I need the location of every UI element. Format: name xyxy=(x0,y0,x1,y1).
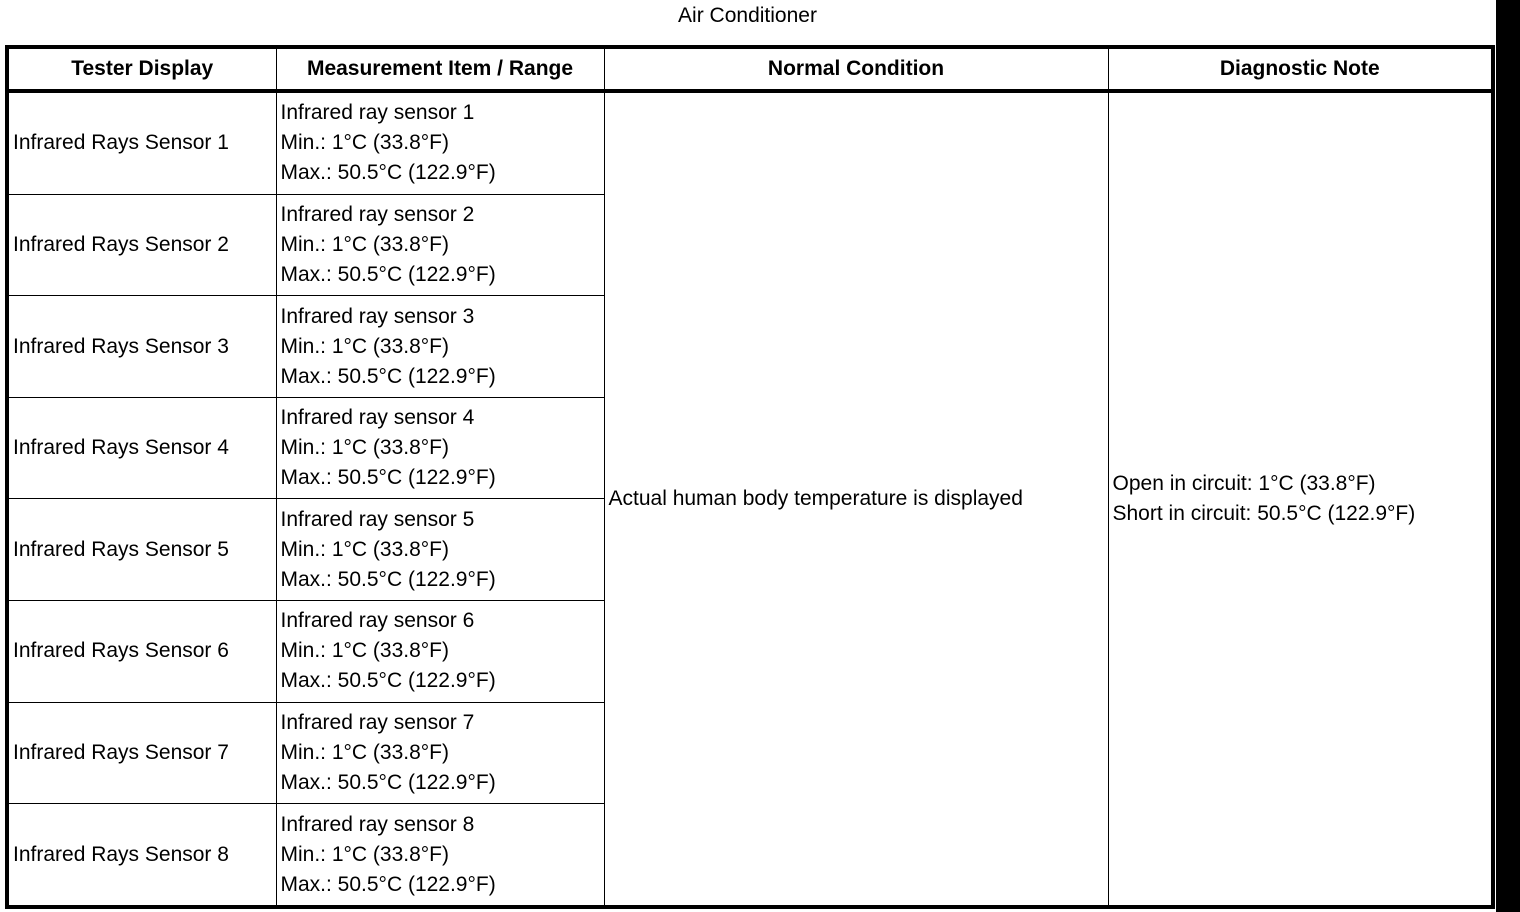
measurement-min: Min.: 1°C (33.8°F) xyxy=(280,436,450,460)
measurement-min: Min.: 1°C (33.8°F) xyxy=(280,537,450,561)
measurement-item: Infrared ray sensor 1 xyxy=(280,101,475,125)
measurement-cell xyxy=(276,601,604,703)
measurement-max: Max.: 50.5°C (122.9°F) xyxy=(280,161,496,185)
measurement-min: Min.: 1°C (33.8°F) xyxy=(280,334,450,358)
header-tester-display: Tester Display xyxy=(7,47,276,91)
measurement-max: Max.: 50.5°C (122.9°F) xyxy=(280,770,496,794)
measurement-cell xyxy=(276,194,604,296)
measurement-item: Infrared ray sensor 4 xyxy=(280,406,475,430)
measurement-min: Min.: 1°C (33.8°F) xyxy=(280,740,450,764)
measurement-cell xyxy=(276,499,604,601)
tester-display-cell: Infrared Rays Sensor 4 xyxy=(7,397,276,499)
measurement-cell xyxy=(276,804,604,907)
measurement-cell xyxy=(276,91,604,194)
measurement-max: Max.: 50.5°C (122.9°F) xyxy=(280,567,496,591)
normal-condition-cell: Actual human body temperature is displayed xyxy=(604,91,1108,907)
tester-display-cell: Infrared Rays Sensor 7 xyxy=(7,702,276,804)
header-measurement: Measurement Item / Range xyxy=(276,47,604,91)
measurement-min: Min.: 1°C (33.8°F) xyxy=(280,639,450,663)
tester-display-cell: Infrared Rays Sensor 8 xyxy=(7,804,276,907)
diagnostic-open: Open in circuit: 1°C (33.8°F) xyxy=(1112,472,1376,495)
measurement-item: Infrared ray sensor 5 xyxy=(280,507,475,531)
tester-display-cell: Infrared Rays Sensor 6 xyxy=(7,601,276,703)
tester-display-cell: Infrared Rays Sensor 3 xyxy=(7,296,276,398)
tester-display-cell: Infrared Rays Sensor 2 xyxy=(7,194,276,296)
measurement-item: Infrared ray sensor 3 xyxy=(280,304,475,328)
page-title: Air Conditioner xyxy=(678,4,817,27)
measurement-min: Min.: 1°C (33.8°F) xyxy=(280,842,450,866)
header-row xyxy=(7,47,1493,91)
diagnostic-note-cell xyxy=(1108,91,1493,907)
measurement-item: Infrared ray sensor 6 xyxy=(280,609,475,633)
measurement-cell xyxy=(276,702,604,804)
measurement-max: Max.: 50.5°C (122.9°F) xyxy=(280,364,496,388)
header-diagnostic-note: Diagnostic Note xyxy=(1108,47,1493,91)
measurement-max: Max.: 50.5°C (122.9°F) xyxy=(280,872,496,896)
tester-display-cell: Infrared Rays Sensor 5 xyxy=(7,499,276,601)
measurement-min: Min.: 1°C (33.8°F) xyxy=(280,233,450,257)
tester-display-cell: Infrared Rays Sensor 1 xyxy=(7,91,276,194)
measurement-cell xyxy=(276,296,604,398)
table-row xyxy=(7,91,1493,194)
measurement-max: Max.: 50.5°C (122.9°F) xyxy=(280,466,496,490)
data-table xyxy=(5,45,1495,909)
measurement-min: Min.: 1°C (33.8°F) xyxy=(280,131,450,155)
right-edge-bar xyxy=(1496,0,1520,912)
measurement-cell xyxy=(276,397,604,499)
header-normal-condition: Normal Condition xyxy=(604,47,1108,91)
measurement-max: Max.: 50.5°C (122.9°F) xyxy=(280,669,496,693)
measurement-item: Infrared ray sensor 8 xyxy=(280,812,475,836)
measurement-item: Infrared ray sensor 7 xyxy=(280,710,475,734)
diagnostic-short: Short in circuit: 50.5°C (122.9°F) xyxy=(1112,502,1416,525)
measurement-max: Max.: 50.5°C (122.9°F) xyxy=(280,263,496,287)
measurement-item: Infrared ray sensor 2 xyxy=(280,203,475,227)
